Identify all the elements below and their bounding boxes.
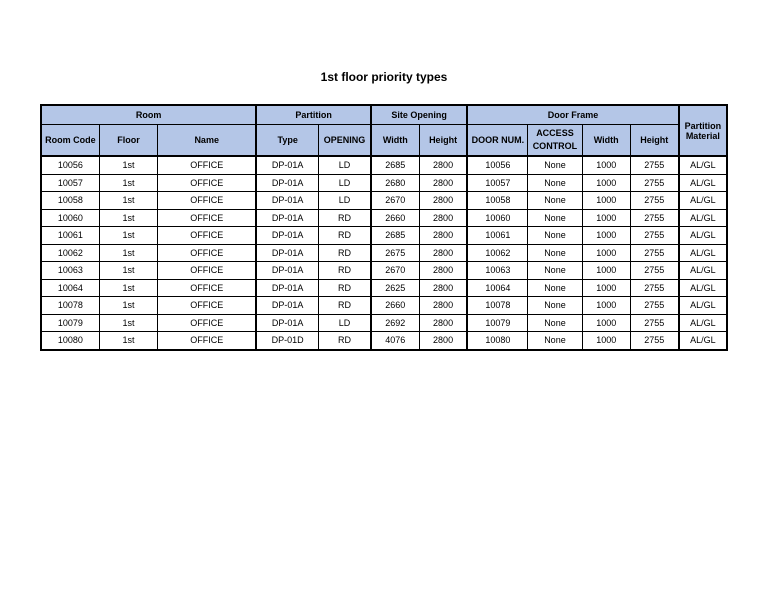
table-cell: LD (319, 314, 371, 332)
table-cell: 2800 (419, 279, 467, 297)
table-cell: RD (319, 227, 371, 245)
table-cell: None (528, 262, 582, 280)
table-cell: 2800 (419, 174, 467, 192)
table-cell: OFFICE (158, 156, 257, 174)
table-cell: AL/GL (679, 174, 727, 192)
table-cell: AL/GL (679, 156, 727, 174)
table-cell: 10058 (41, 192, 99, 210)
table-cell: AL/GL (679, 314, 727, 332)
table-cell: None (528, 209, 582, 227)
table-cell: 10061 (467, 227, 527, 245)
group-header-room: Room (41, 105, 256, 125)
table-row (41, 192, 727, 210)
header-door-num: DOOR NUM. (467, 125, 527, 157)
table-cell: 1000 (582, 332, 630, 350)
table-row (41, 297, 727, 315)
table-row (41, 227, 727, 245)
header-type: Type (256, 125, 318, 157)
table-cell: 10057 (467, 174, 527, 192)
table-cell: 2800 (419, 209, 467, 227)
table-cell: 1000 (582, 262, 630, 280)
table-cell: 10063 (467, 262, 527, 280)
table-cell: 2755 (630, 227, 678, 245)
table-cell: 1st (99, 332, 157, 350)
table-cell: 2800 (419, 332, 467, 350)
table-cell: 2670 (371, 262, 419, 280)
table-cell: 10078 (467, 297, 527, 315)
table-cell: 2800 (419, 297, 467, 315)
table-cell: AL/GL (679, 209, 727, 227)
table-cell: 2692 (371, 314, 419, 332)
table-cell: None (528, 297, 582, 315)
header-door-frame-width: Width (582, 125, 630, 157)
table-cell: 2755 (630, 174, 678, 192)
table-cell: OFFICE (158, 174, 257, 192)
table-cell: 2755 (630, 192, 678, 210)
table-cell: 10062 (41, 244, 99, 262)
table-row (41, 209, 727, 227)
table-cell: 1000 (582, 192, 630, 210)
table-cell: None (528, 244, 582, 262)
table-cell: 2680 (371, 174, 419, 192)
group-header-partition: Partition (256, 105, 371, 125)
table-cell: RD (319, 244, 371, 262)
table-cell: None (528, 314, 582, 332)
table-cell: 10079 (41, 314, 99, 332)
table-cell: OFFICE (158, 192, 257, 210)
table-cell: 2800 (419, 262, 467, 280)
table-cell: 10056 (467, 156, 527, 174)
table-row (41, 262, 727, 280)
table-cell: DP-01A (256, 227, 318, 245)
table-cell: AL/GL (679, 332, 727, 350)
table-cell: LD (319, 174, 371, 192)
table-cell: 1st (99, 279, 157, 297)
table-cell: 10061 (41, 227, 99, 245)
table-cell: RD (319, 262, 371, 280)
table-cell: DP-01A (256, 192, 318, 210)
table-cell: 1000 (582, 314, 630, 332)
group-header-door-frame: Door Frame (467, 105, 678, 125)
table-cell: AL/GL (679, 297, 727, 315)
group-header-site-opening: Site Opening (371, 105, 468, 125)
table-cell: 4076 (371, 332, 419, 350)
table-cell: 1st (99, 297, 157, 315)
table-cell: 2755 (630, 332, 678, 350)
table-cell: 2685 (371, 156, 419, 174)
table-cell: None (528, 174, 582, 192)
table-cell: OFFICE (158, 279, 257, 297)
header-partition-material: Partition Material (679, 105, 727, 156)
table-cell: 1st (99, 192, 157, 210)
table-cell: DP-01A (256, 174, 318, 192)
header-name: Name (158, 125, 257, 157)
table-cell: 2660 (371, 209, 419, 227)
table-cell: 2755 (630, 244, 678, 262)
table-cell: 1st (99, 227, 157, 245)
table-cell: None (528, 227, 582, 245)
table-cell: RD (319, 279, 371, 297)
table-cell: 1st (99, 209, 157, 227)
table-cell: LD (319, 156, 371, 174)
table-cell: 1000 (582, 297, 630, 315)
header-access-control: ACCESS CONTROL (528, 125, 582, 157)
table-cell: LD (319, 192, 371, 210)
table-cell: None (528, 332, 582, 350)
table-cell: 10062 (467, 244, 527, 262)
table-cell: 2800 (419, 314, 467, 332)
table-cell: 2660 (371, 297, 419, 315)
table-cell: 2685 (371, 227, 419, 245)
table-cell: AL/GL (679, 262, 727, 280)
table-cell: 1st (99, 156, 157, 174)
table-cell: 10056 (41, 156, 99, 174)
table-cell: 10078 (41, 297, 99, 315)
table-cell: 2755 (630, 314, 678, 332)
table-cell: 2755 (630, 279, 678, 297)
table-cell: AL/GL (679, 227, 727, 245)
table-cell: RD (319, 332, 371, 350)
table-cell: DP-01A (256, 156, 318, 174)
header-height: Height (419, 125, 467, 157)
table-cell: 2755 (630, 262, 678, 280)
table-cell: DP-01A (256, 297, 318, 315)
header-width: Width (371, 125, 419, 157)
table-cell: 1st (99, 174, 157, 192)
table-cell: DP-01A (256, 314, 318, 332)
table-cell: RD (319, 297, 371, 315)
table-cell: AL/GL (679, 192, 727, 210)
table-cell: None (528, 156, 582, 174)
table-cell: 10058 (467, 192, 527, 210)
table-cell: 2800 (419, 192, 467, 210)
table-cell: OFFICE (158, 209, 257, 227)
table-cell: 10063 (41, 262, 99, 280)
table-cell: AL/GL (679, 244, 727, 262)
table-row (41, 314, 727, 332)
table-cell: 10060 (41, 209, 99, 227)
header-floor: Floor (99, 125, 157, 157)
table-cell: 10080 (467, 332, 527, 350)
table-cell: 1000 (582, 279, 630, 297)
table-cell: 10080 (41, 332, 99, 350)
table-cell: 1st (99, 314, 157, 332)
header-room-code: Room Code (41, 125, 99, 157)
table-cell: 1000 (582, 227, 630, 245)
table-cell: 10079 (467, 314, 527, 332)
table-cell: 2755 (630, 209, 678, 227)
table-cell: 1000 (582, 174, 630, 192)
header-door-frame-height: Height (630, 125, 678, 157)
table-cell: 2800 (419, 227, 467, 245)
table-cell: DP-01A (256, 262, 318, 280)
page-title: 1st floor priority types (320, 70, 448, 84)
table-cell: 10064 (41, 279, 99, 297)
table-cell: 2755 (630, 297, 678, 315)
table-cell: 1000 (582, 244, 630, 262)
table-cell: RD (319, 209, 371, 227)
table-cell: OFFICE (158, 332, 257, 350)
header-opening: OPENING (319, 125, 371, 157)
table-cell: 10057 (41, 174, 99, 192)
table-row (41, 174, 727, 192)
table-cell: 2755 (630, 156, 678, 174)
table-cell: 1st (99, 244, 157, 262)
table-cell: 1000 (582, 209, 630, 227)
table-cell: 1st (99, 262, 157, 280)
table-cell: OFFICE (158, 227, 257, 245)
table-row (41, 244, 727, 262)
table-cell: OFFICE (158, 244, 257, 262)
table-cell: 10060 (467, 209, 527, 227)
table-cell: 10064 (467, 279, 527, 297)
schedule-table (40, 104, 728, 351)
table-cell: DP-01A (256, 244, 318, 262)
table-cell: OFFICE (158, 314, 257, 332)
table-cell: OFFICE (158, 262, 257, 280)
table-row (41, 279, 727, 297)
table-cell: 2800 (419, 156, 467, 174)
table-row (41, 332, 727, 350)
table-cell: 2675 (371, 244, 419, 262)
table-cell: DP-01A (256, 279, 318, 297)
table-cell: None (528, 192, 582, 210)
table-cell: AL/GL (679, 279, 727, 297)
table-cell: DP-01D (256, 332, 318, 350)
table-cell: OFFICE (158, 297, 257, 315)
table-cell: 2800 (419, 244, 467, 262)
table-cell: 1000 (582, 156, 630, 174)
table-cell: 2670 (371, 192, 419, 210)
table-cell: None (528, 279, 582, 297)
table-cell: DP-01A (256, 209, 318, 227)
table-cell: 2625 (371, 279, 419, 297)
table-row (41, 156, 727, 174)
schedule-body (41, 156, 727, 350)
